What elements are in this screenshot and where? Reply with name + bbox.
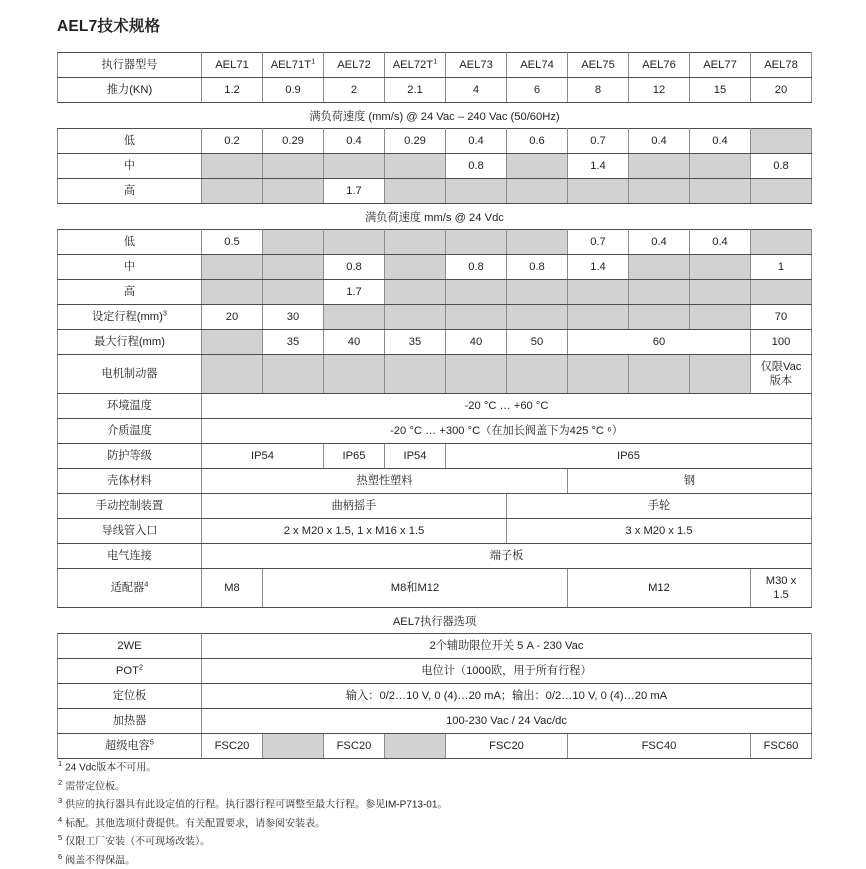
footnotes-list <box>58 758 818 869</box>
data-cell: 35 <box>385 330 446 355</box>
data-cell-empty <box>263 355 324 394</box>
data-cell-empty <box>507 230 568 255</box>
footnote-text: 阀盖不得保温。 <box>65 854 136 866</box>
data-cell: -20 °C … +60 °C <box>202 394 812 419</box>
data-cell: 0.4 <box>446 129 507 154</box>
data-cell-empty <box>446 355 507 394</box>
page-title: AEL7技术规格 <box>57 18 161 35</box>
data-cell: -20 °C … +300 °C（在加长阀盖下为425 °C ⁶） <box>202 419 812 444</box>
data-cell-empty <box>507 154 568 179</box>
data-cell-empty <box>507 355 568 394</box>
superscript-1: 1 <box>311 56 316 66</box>
footnote-item <box>58 851 818 869</box>
data-cell: FSC60 <box>751 734 812 759</box>
model-cell: AEL74 <box>507 53 568 78</box>
superscript-1: 1 <box>433 56 438 66</box>
data-cell: FSC40 <box>568 734 751 759</box>
data-cell: 1.7 <box>324 280 385 305</box>
data-cell: 40 <box>446 330 507 355</box>
superscript-5: 5 <box>149 737 154 747</box>
data-cell-empty <box>385 154 446 179</box>
data-cell: 12 <box>629 78 690 103</box>
data-cell: 端子板 <box>202 544 812 569</box>
row-label-model: 执行器型号 <box>58 53 202 78</box>
table-row-band-options <box>58 608 812 634</box>
model-cell: AEL73 <box>446 53 507 78</box>
footnote-item <box>58 758 818 777</box>
data-cell: 0.29 <box>385 129 446 154</box>
row-label-vac-low: 低 <box>58 129 202 154</box>
data-cell-empty <box>507 179 568 204</box>
table-row-housing <box>58 469 812 494</box>
data-cell: 0.5 <box>202 230 263 255</box>
data-cell-empty <box>385 305 446 330</box>
data-cell-empty <box>690 305 751 330</box>
data-cell: 手轮 <box>507 494 812 519</box>
data-cell: 0.9 <box>263 78 324 103</box>
data-cell: 0.4 <box>629 230 690 255</box>
data-cell: 20 <box>202 305 263 330</box>
data-cell-empty <box>751 129 812 154</box>
data-cell-empty <box>446 305 507 330</box>
row-label-vdc-low: 低 <box>58 230 202 255</box>
data-cell: 热塑性塑料 <box>202 469 568 494</box>
data-cell: 0.29 <box>263 129 324 154</box>
model-cell: $AEL72T^1$ <box>385 53 446 78</box>
data-cell-empty <box>690 255 751 280</box>
row-label-electrical: 电气连接 <box>58 544 202 569</box>
data-cell-empty <box>202 179 263 204</box>
row-label-ambient-temp: 环境温度 <box>58 394 202 419</box>
table-row-vac-high <box>58 179 812 204</box>
data-cell: FSC20 <box>202 734 263 759</box>
data-cell: 1 <box>751 255 812 280</box>
footnote-item <box>58 814 818 833</box>
superscript-2: 2 <box>138 662 144 672</box>
data-cell: 0.4 <box>629 129 690 154</box>
data-cell-empty <box>263 280 324 305</box>
data-cell-empty <box>263 154 324 179</box>
data-cell: 0.4 <box>690 230 751 255</box>
data-cell-empty <box>324 230 385 255</box>
data-cell: 70 <box>751 305 812 330</box>
superscript-4: 4 <box>144 579 149 589</box>
table-row-vac-low <box>58 129 812 154</box>
data-cell-empty <box>202 154 263 179</box>
data-cell: 2.1 <box>385 78 446 103</box>
data-cell-empty <box>263 255 324 280</box>
data-cell: 输入：0/2…10 V, 0 (4)…20 mA；输出：0/2…10 V, 0 (4)…20 mA <box>202 684 812 709</box>
data-cell: 8 <box>568 78 629 103</box>
table-row-manual-control <box>58 494 812 519</box>
table-row-positioner <box>58 684 812 709</box>
data-cell-empty <box>629 305 690 330</box>
table-row-vdc-high <box>58 280 812 305</box>
data-cell-empty <box>751 280 812 305</box>
row-label-set-stroke: 设定行程(mm)$^3$ <box>58 305 202 330</box>
table-row-ambient-temp <box>58 394 812 419</box>
table-row-vdc-low <box>58 230 812 255</box>
data-cell: 0.8 <box>507 255 568 280</box>
row-label-vdc-high: 高 <box>58 280 202 305</box>
row-label-positioner: 定位板 <box>58 684 202 709</box>
footnote-number: 3 <box>58 796 63 806</box>
data-cell: 50 <box>507 330 568 355</box>
superscript-3: 3 <box>162 308 167 318</box>
model-cell: AEL72 <box>324 53 385 78</box>
data-cell: 0.8 <box>324 255 385 280</box>
table-row-vac-mid <box>58 154 812 179</box>
data-cell-empty <box>690 179 751 204</box>
table-row-models <box>58 53 812 78</box>
table-row-electrical <box>58 544 812 569</box>
data-cell: IP54 <box>385 444 446 469</box>
model-cell: AEL71 <box>202 53 263 78</box>
data-cell: 6 <box>507 78 568 103</box>
table-row-thrust <box>58 78 812 103</box>
model-cell: AEL78 <box>751 53 812 78</box>
row-label-housing: 壳体材料 <box>58 469 202 494</box>
data-cell: 1.2 <box>202 78 263 103</box>
data-cell-empty <box>446 179 507 204</box>
data-cell: 1.4 <box>568 154 629 179</box>
data-cell: 1.7 <box>324 179 385 204</box>
row-label-heater: 加热器 <box>58 709 202 734</box>
row-label-motor-brake: 电机制动器 <box>58 355 202 394</box>
table-row-medium-temp <box>58 419 812 444</box>
band-label-vac-speed: 满负荷速度 (mm/s) @ 24 Vac – 240 Vac (50/60Hz) <box>58 103 812 129</box>
footnote-text: 24 Vdc版本不可用。 <box>65 762 157 774</box>
table-row-vdc-mid <box>58 255 812 280</box>
data-cell: 35 <box>263 330 324 355</box>
row-label-vac-mid: 中 <box>58 154 202 179</box>
row-label-max-stroke: 最大行程(mm) <box>58 330 202 355</box>
data-cell-empty <box>568 305 629 330</box>
table-row-conduit <box>58 519 812 544</box>
data-cell: IP65 <box>324 444 385 469</box>
footnote-text: 需带定位板。 <box>65 780 126 792</box>
data-cell: 0.7 <box>568 230 629 255</box>
data-cell: 2 <box>324 78 385 103</box>
data-cell: 2个辅助限位开关 5 A - 230 Vac <box>202 634 812 659</box>
table-row-band-vdc <box>58 204 812 230</box>
data-cell: 0.7 <box>568 129 629 154</box>
data-cell: M8和M12 <box>263 569 568 608</box>
table-row-motor-brake <box>58 355 812 394</box>
data-cell: M8 <box>202 569 263 608</box>
data-cell: 钢 <box>568 469 812 494</box>
data-cell-empty <box>385 255 446 280</box>
data-cell: 0.6 <box>507 129 568 154</box>
data-cell: 1.4 <box>568 255 629 280</box>
band-label-options: AEL7执行器选项 <box>58 608 812 634</box>
footnote-item <box>58 795 818 814</box>
data-cell-empty <box>629 255 690 280</box>
data-cell: 0.4 <box>324 129 385 154</box>
data-cell: 20 <box>751 78 812 103</box>
data-cell-empty <box>690 154 751 179</box>
data-cell: 15 <box>690 78 751 103</box>
model-cell: AEL75 <box>568 53 629 78</box>
data-cell-empty <box>690 355 751 394</box>
data-cell: IP65 <box>446 444 812 469</box>
data-cell-empty <box>568 179 629 204</box>
row-label-protection: 防护等级 <box>58 444 202 469</box>
data-cell-empty <box>202 330 263 355</box>
footnote-number: 4 <box>58 814 63 824</box>
row-label-manual-control: 手动控制装置 <box>58 494 202 519</box>
data-cell: M30 x 1.5 <box>751 569 812 608</box>
specification-table <box>57 52 812 759</box>
data-cell-empty <box>324 154 385 179</box>
row-label-supercap: 超级电容$^5$ <box>58 734 202 759</box>
row-label-pot: POT$^2$ <box>58 659 202 684</box>
data-cell-empty <box>385 280 446 305</box>
data-cell-empty <box>385 355 446 394</box>
footnote-text: 标配。其他选项付费提供。有关配置要求，请参阅安装表。 <box>65 817 326 829</box>
row-label-vac-high: 高 <box>58 179 202 204</box>
data-cell: 100-230 Vac / 24 Vac/dc <box>202 709 812 734</box>
footnote-number: 1 <box>58 759 63 768</box>
data-cell-empty <box>568 280 629 305</box>
data-cell: 曲柄摇手 <box>202 494 507 519</box>
data-cell-empty <box>751 230 812 255</box>
data-cell-empty <box>629 280 690 305</box>
data-cell-empty <box>324 305 385 330</box>
footnote-item <box>58 832 818 851</box>
data-cell: 100 <box>751 330 812 355</box>
data-cell: 仅限Vac版本 <box>751 355 812 394</box>
data-cell: 2 x M20 x 1.5, 1 x M16 x 1.5 <box>202 519 507 544</box>
data-cell-empty <box>507 305 568 330</box>
data-cell-empty <box>629 355 690 394</box>
data-cell: 3 x M20 x 1.5 <box>507 519 812 544</box>
data-cell: FSC20 <box>446 734 568 759</box>
footnote-item <box>58 777 818 796</box>
data-cell: 4 <box>446 78 507 103</box>
data-cell-empty <box>446 280 507 305</box>
table-row-2we <box>58 634 812 659</box>
model-cell: $AEL71T^1$ <box>263 53 324 78</box>
table-row-adapter <box>58 569 812 608</box>
table-row-protection <box>58 444 812 469</box>
row-label-medium-temp: 介质温度 <box>58 419 202 444</box>
data-cell: M12 <box>568 569 751 608</box>
data-cell-empty <box>385 734 446 759</box>
table-row-heater <box>58 709 812 734</box>
data-cell-empty <box>690 280 751 305</box>
footnote-number: 2 <box>58 777 63 787</box>
data-cell-empty <box>263 179 324 204</box>
data-cell: 0.8 <box>446 154 507 179</box>
model-cell: AEL77 <box>690 53 751 78</box>
table-row-set-stroke <box>58 305 812 330</box>
data-cell: 0.4 <box>690 129 751 154</box>
data-cell-empty <box>324 355 385 394</box>
data-cell: 电位计（1000欧，用于所有行程） <box>202 659 812 684</box>
data-cell-empty <box>263 734 324 759</box>
data-cell-empty <box>751 179 812 204</box>
data-cell: 0.8 <box>751 154 812 179</box>
data-cell: 0.8 <box>446 255 507 280</box>
data-cell-empty <box>446 230 507 255</box>
data-cell-empty <box>629 154 690 179</box>
table-row-max-stroke <box>58 330 812 355</box>
data-cell-empty <box>263 230 324 255</box>
band-label-vdc-speed: 满负荷速度 mm/s @ 24 Vdc <box>58 204 812 230</box>
row-label-2we: 2WE <box>58 634 202 659</box>
table-row-supercap <box>58 734 812 759</box>
data-cell-empty <box>385 230 446 255</box>
data-cell: 60 <box>568 330 751 355</box>
table-row-pot <box>58 659 812 684</box>
footnote-number: 6 <box>58 851 63 861</box>
table-row-band-vac <box>58 103 812 129</box>
footnote-text: 供应的执行器具有此设定值的行程。执行器行程可调整至最大行程。参见IM-P713-01。 <box>65 799 448 811</box>
data-cell: 30 <box>263 305 324 330</box>
data-cell-empty <box>202 355 263 394</box>
data-cell: FSC20 <box>324 734 385 759</box>
data-cell-empty <box>385 179 446 204</box>
data-cell-empty <box>629 179 690 204</box>
row-label-conduit: 导线管入口 <box>58 519 202 544</box>
data-cell-empty <box>202 280 263 305</box>
data-cell: 0.2 <box>202 129 263 154</box>
data-cell-empty <box>568 355 629 394</box>
row-label-vdc-mid: 中 <box>58 255 202 280</box>
data-cell-empty <box>202 255 263 280</box>
row-label-thrust: 推力(KN) <box>58 78 202 103</box>
data-cell: 40 <box>324 330 385 355</box>
footnote-text: 仅限工厂安装（不可现场改装）。 <box>65 836 211 848</box>
row-label-adapter: 适配器$^4$ <box>58 569 202 608</box>
data-cell: IP54 <box>202 444 324 469</box>
model-cell: AEL76 <box>629 53 690 78</box>
data-cell-empty <box>507 280 568 305</box>
footnote-number: 5 <box>58 833 63 843</box>
